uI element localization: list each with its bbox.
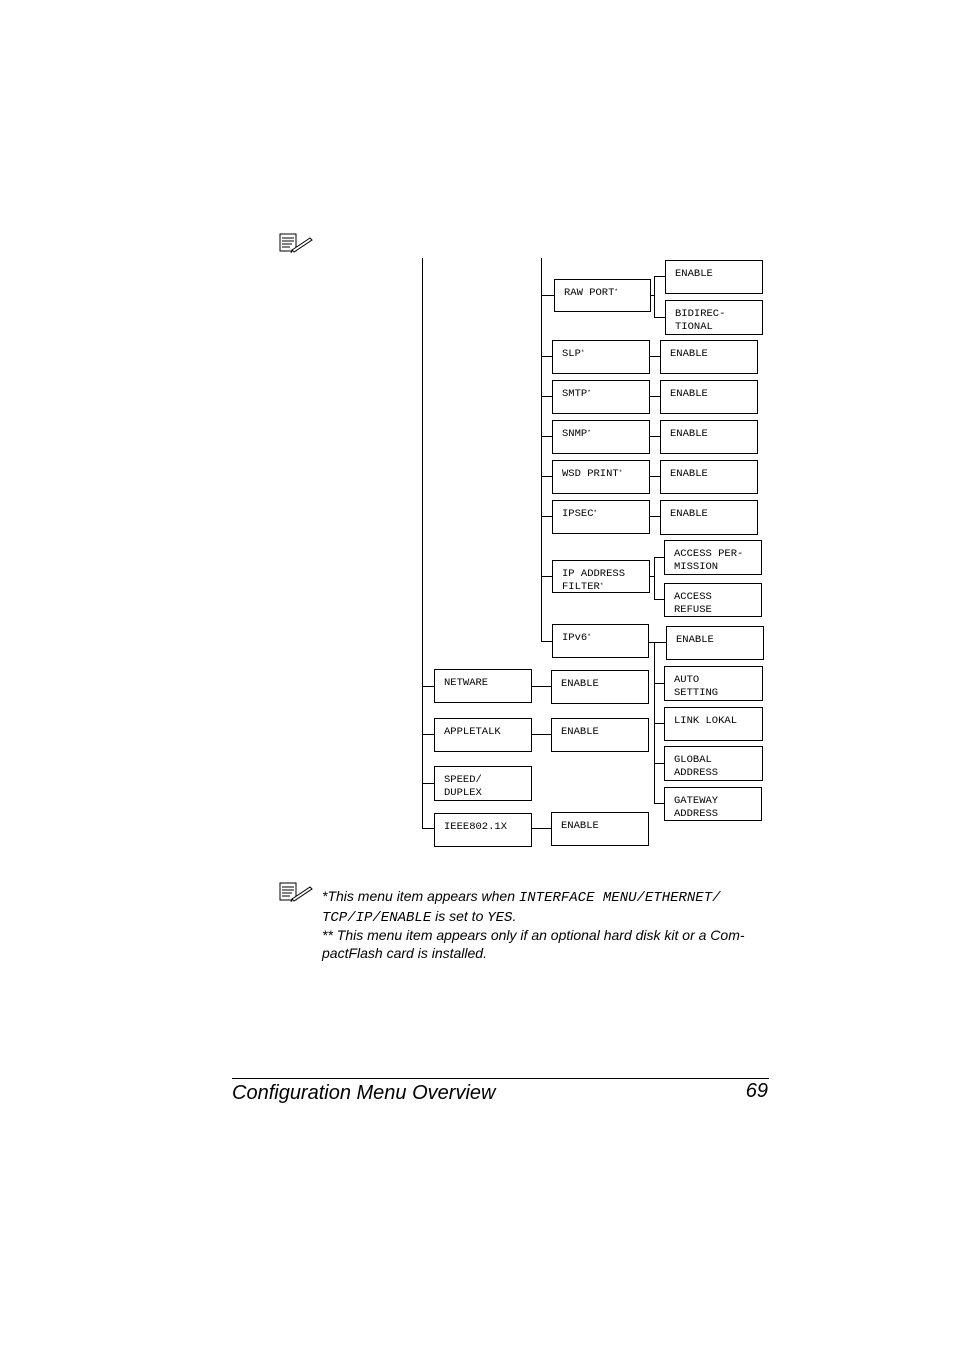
menu-box-enable: ENABLE bbox=[660, 420, 758, 454]
menu-box-enable: ENABLE bbox=[660, 340, 758, 374]
connector-line bbox=[654, 317, 665, 318]
menu-box-wsd-print: WSD PRINT* bbox=[552, 460, 650, 494]
connector-line bbox=[541, 516, 552, 517]
menu-box-access-permission: ACCESS PER- MISSION bbox=[664, 540, 762, 575]
menu-box-speed-duplex: SPEED/ DUPLEX bbox=[434, 766, 532, 801]
page-number: 69 bbox=[745, 1080, 768, 1102]
menu-box-raw-port: RAW PORT* bbox=[554, 279, 651, 312]
menu-box-access-refuse: ACCESS REFUSE bbox=[664, 583, 762, 617]
menu-box-bidirectional: BIDIREC- TIONAL bbox=[665, 300, 763, 335]
menu-box-gateway-address: GATEWAY ADDRESS bbox=[664, 787, 762, 821]
menu-box-enable: ENABLE bbox=[666, 626, 764, 660]
menu-box-ip-address-filter: IP ADDRESS FILTER* bbox=[552, 560, 650, 593]
connector-line bbox=[649, 476, 660, 477]
connector-line bbox=[422, 734, 434, 735]
connector-line bbox=[541, 356, 552, 357]
menu-box-auto-setting: AUTO SETTING bbox=[664, 666, 763, 701]
menu-box-enable: ENABLE bbox=[551, 812, 649, 846]
connector-line bbox=[649, 396, 660, 397]
menu-box-slp: SLP* bbox=[552, 340, 650, 374]
connector-line bbox=[654, 803, 664, 804]
menu-box-snmp: SNMP* bbox=[552, 420, 650, 454]
connector-line bbox=[531, 686, 551, 687]
menu-box-enable: ENABLE bbox=[665, 260, 763, 294]
menu-box-enable: ENABLE bbox=[660, 380, 758, 414]
connector-line bbox=[422, 783, 434, 784]
connector-line bbox=[654, 763, 664, 764]
menu-box-appletalk: APPLETALK bbox=[434, 718, 532, 752]
menu-box-link-lokal: LINK LOKAL bbox=[664, 707, 763, 741]
connector-line bbox=[541, 396, 552, 397]
menu-box-ipv6: IPv6* bbox=[552, 624, 649, 658]
tcpip-branch-line bbox=[541, 258, 542, 642]
connector-line bbox=[422, 686, 434, 687]
connector-line bbox=[531, 828, 551, 829]
menu-box-enable: ENABLE bbox=[551, 718, 649, 752]
connector-line bbox=[531, 734, 551, 735]
menu-box-smtp: SMTP* bbox=[552, 380, 650, 414]
note-icon bbox=[278, 232, 314, 254]
footnote: *This menu item appears when INTERFACE MENU/ETHERNET/ TCP/IP/ENABLE is set to YES. ** This menu item appears only if an optional hard disk kit or a Com- pactFlash card is installed. bbox=[322, 888, 745, 961]
note-icon bbox=[278, 881, 314, 903]
connector-line bbox=[654, 599, 664, 600]
connector-line bbox=[654, 557, 655, 600]
menu-box-enable: ENABLE bbox=[660, 500, 758, 535]
menu-box-global-address: GLOBAL ADDRESS bbox=[664, 746, 763, 781]
tree-trunk-line bbox=[422, 258, 423, 828]
menu-box-netware: NETWARE bbox=[434, 669, 532, 703]
footer-title: Configuration Menu Overview bbox=[232, 1082, 496, 1104]
connector-line bbox=[541, 641, 552, 642]
footer-rule bbox=[232, 1078, 769, 1079]
connector-line bbox=[649, 436, 660, 437]
connector-line bbox=[541, 576, 552, 577]
connector-line bbox=[654, 683, 664, 684]
menu-box-enable: ENABLE bbox=[660, 460, 758, 494]
connector-line bbox=[654, 557, 664, 558]
connector-line bbox=[654, 723, 664, 724]
connector-line bbox=[422, 828, 434, 829]
connector-line bbox=[541, 295, 554, 296]
menu-box-enable: ENABLE bbox=[551, 670, 649, 704]
menu-box-ipsec: IPSEC* bbox=[552, 500, 650, 534]
menu-box-ieee8021x: IEEE802.1X bbox=[434, 813, 532, 847]
connector-line bbox=[654, 276, 655, 318]
connector-line bbox=[541, 476, 552, 477]
connector-line bbox=[648, 642, 666, 643]
connector-line bbox=[541, 436, 552, 437]
connector-line bbox=[649, 356, 660, 357]
connector-line bbox=[649, 516, 660, 517]
connector-line bbox=[654, 276, 665, 277]
